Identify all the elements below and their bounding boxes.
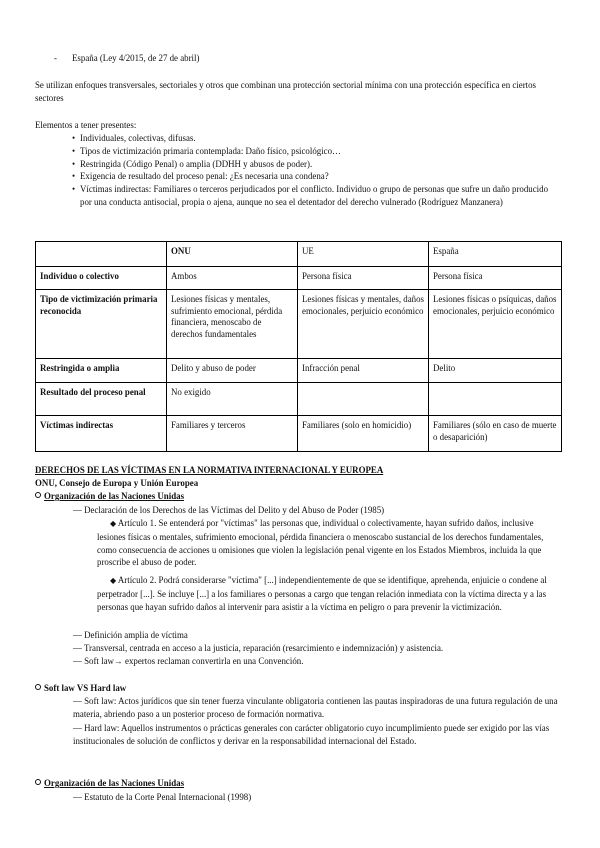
table-row [36, 267, 562, 290]
table-header-cell: España [429, 242, 562, 267]
table-cell: Familiares y terceros [167, 416, 298, 452]
table-row [36, 290, 562, 359]
table-cell: Lesiones físicas o psíquicas, daños emocionales, perjuicio económico [429, 290, 562, 359]
table-cell: Familiares (solo en homicidio) [298, 416, 429, 452]
table-cell: Delito y abuso de poder [167, 359, 298, 383]
article-2 [97, 574, 559, 613]
declaration-text: Declaración de los Derechos de las Víctimas del Delito y del Abuso de Poder (1985) [84, 505, 385, 515]
intro-paragraph: Se utilizan enfoques transversales, sectoriales y otros que combinan una protección sectorial mínima con una protección específica en ciertos sectores [35, 80, 537, 103]
soft-hard-heading [35, 682, 126, 695]
diamond-bullet-icon: ◆ [110, 576, 117, 585]
article-2-text: Artículo 2. Podrá considerarse "víctima" [...] independientemente de que se identifique, aprehenda, enjuicie o condene al perpetrador [...]. Se incluye [...] a los familiares o personas a cargo que tengan relación inmediata con la víctima directa y a las personas que hayan sufrido daños al intervenir para asistir a la víctima en peligro o para prevenir la victimización. [97, 575, 547, 612]
soft-law-text: Soft law: Actos jurídicos que sin tener fuerza vinculante obligatoria contienen las pautas inspiradoras de una futura regulación de una materia, abriendo paso a un posterior proceso de formación normativa. [73, 696, 558, 719]
circle-bullet-icon [35, 779, 41, 785]
circle-bullet-icon [35, 684, 41, 690]
comparison-table [35, 241, 562, 452]
table-cell: Lesiones físicas y mentales, sufrimiento emocional, pérdida financiera, menoscabo de derechos fundamentales [167, 290, 298, 359]
dash-item: — Soft law→ expertos reclaman convertirla en una Convención. [73, 656, 304, 666]
article-1-text: Artículo 1. Se entenderá por "víctimas" las personas que, individual o colectivamente, hayan sufrido daños, inclusive lesiones físicas o mentales, sufrimiento emocional, pérdida financiera o menoscabo sustancial de los derechos fundamentales, como consecuencia de acciones u omisiones que violen la legislación penal vigente en los Estados Miembros, incluida la que proscribe el abuso de poder. [97, 518, 544, 568]
row-label: Resultado del proceso penal [36, 383, 167, 416]
section-subtitle: ONU, Consejo de Europa y Unión Europea [35, 478, 199, 488]
table-cell: Persona física [298, 267, 429, 290]
table-cell: Lesiones físicas y mentales, daños emocionales, perjuicio económico [298, 290, 429, 359]
table-row [36, 383, 562, 416]
row-label: Restringida o amplia [36, 359, 167, 383]
list-item: • Tipos de victimización primaria contemplada: Daño físico, psicológico… [80, 145, 562, 158]
dash-item-text: Transversal, centrada en acceso a la justicia, reparación (resarcimiento e indemnización) y asistencia. [83, 643, 444, 653]
table-cell: Delito [429, 359, 562, 383]
dash-item: - [54, 53, 57, 63]
table-cell: Infracción penal [298, 359, 429, 383]
section-title: DERECHOS DE LAS VÍCTIMAS EN LA NORMATIVA INTERNACIONAL Y EUROPEA [35, 465, 384, 475]
row-label: Tipo de victimización primaria reconocida [36, 290, 167, 359]
hard-law-definition: — Hard law: Aquellos instrumentos o prácticas generales con carácter obligatorio cuyo incumplimiento puede ser exigido por las vías institucionales de solución de conflictos y derivar en la responsabilidad internacional del Estado. [73, 723, 550, 746]
table-row [36, 359, 562, 383]
org-heading-text: Organización de las Naciones Unidas [44, 491, 185, 501]
circle-bullet-icon [35, 492, 41, 498]
list-item: • Víctimas indirectas: Familiares o terceros perjudicados por el conflicto. Individuo o grupo de personas que sufre un daño producido por una conducta antisocial, propia o ajena, aunque no sea el detentador del derecho vulnerado (Rodríguez Manzanera) [80, 183, 562, 209]
table-header-cell: ONU [167, 242, 298, 267]
spain-law-line: España (Ley 4/2015, de 27 de abril) [72, 53, 200, 63]
statute-line: — Estatuto de la Corte Penal Internacional (1998) [73, 792, 252, 802]
elements-title: Elementos a tener presentes: [35, 120, 137, 130]
table-cell: Familiares (sólo en caso de muerte o desaparición) [429, 416, 562, 452]
dash-item-text: Soft law→ expertos reclaman convertirla en una Convención. [84, 656, 304, 666]
soft-hard-heading-text: Soft law VS Hard law [44, 683, 127, 693]
table-cell [298, 383, 429, 416]
row-label: Víctimas indirectas [36, 416, 167, 452]
declaration-line: — Declaración de los Derechos de las Víctimas del Delito y del Abuso de Poder (1985) [73, 505, 385, 515]
org-heading-text: Organización de las Naciones Unidas [44, 778, 185, 788]
statute-text: Estatuto de la Corte Penal Internacional (1998) [84, 792, 252, 802]
hard-law-text: Hard law: Aquellos instrumentos o prácticas generales con carácter obligatorio cuyo incumplimiento puede ser exigido por las vías institucionales de solución de conflictos y derivar en la responsabilidad internacional del Estado. [73, 723, 550, 746]
diamond-bullet-icon: ◆ [110, 519, 117, 528]
table-cell [429, 383, 562, 416]
table-header-cell [36, 242, 167, 267]
soft-law-definition: — Soft law: Actos jurídicos que sin tener fuerza vinculante obligatoria contienen las pautas inspiradoras de una futura regulación de una materia, abriendo paso a un posterior proceso de formación normativa. [73, 696, 558, 719]
table-header-cell: UE [298, 242, 429, 267]
table-cell: Persona física [429, 267, 562, 290]
article-1 [97, 517, 559, 569]
table-row [36, 416, 562, 452]
dash-item: — Definición amplia de víctima [73, 630, 188, 640]
list-item: • Restringida (Código Penal) o amplia (DDHH y abusos de poder). [80, 158, 562, 171]
dash-item-text: Definición amplia de víctima [84, 630, 188, 640]
table-cell: Ambos [167, 267, 298, 290]
org-heading [35, 777, 184, 790]
list-item: • Exigencia de resultado del proceso penal: ¿Es necesaria una condena? [80, 170, 562, 183]
table-header-row [36, 242, 562, 267]
list-item: • Individuales, colectivas, difusas. [80, 132, 562, 145]
dash-item: — Transversal, centrada en acceso a la justicia, reparación (resarcimiento e indemnización) y asistencia. [73, 643, 444, 653]
row-label: Individuo o colectivo [36, 267, 167, 290]
elements-list [80, 132, 562, 209]
table-cell: No exigido [167, 383, 298, 416]
org-heading [35, 490, 184, 503]
